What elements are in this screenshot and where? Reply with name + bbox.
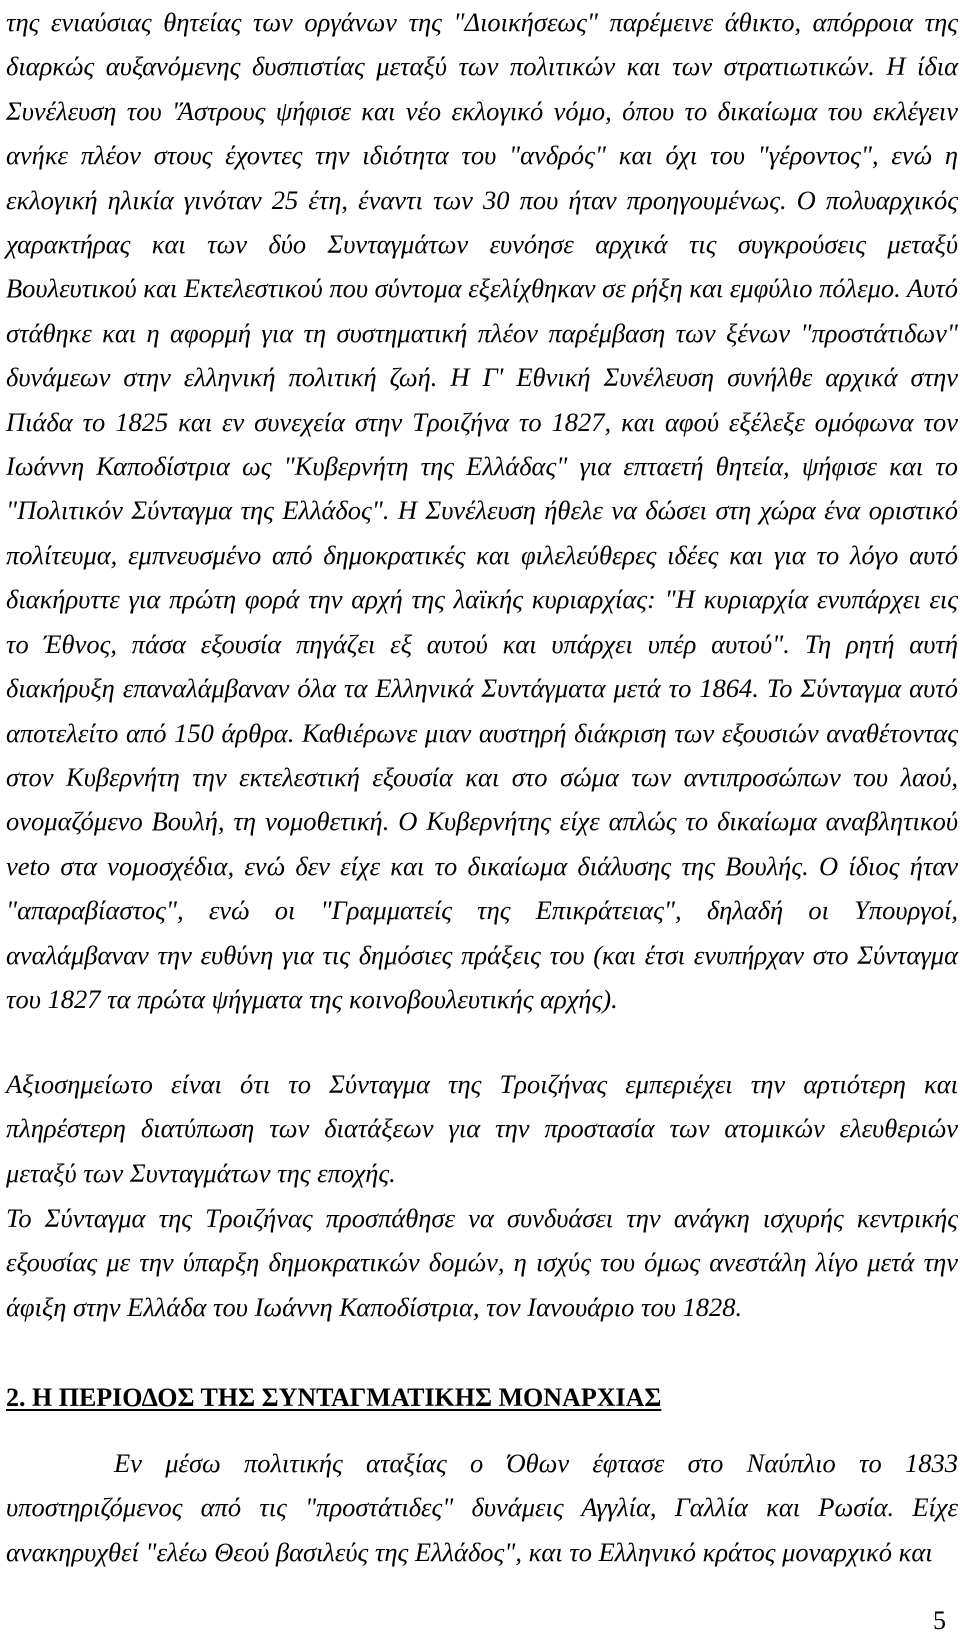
section-paragraph: Εν μέσω πολιτικής αταξίας ο Όθων έφτασε στο Ναύπλιο το 1833 υποστηριζόμενος από τις "προστάτιδες" δυνάμεις Αγγλία, Γαλλία και Ρωσία. Είχε ανακηρυχθεί "ελέω Θεού βασιλεύς της Ελλάδος", και το Ελληνικό κράτος μοναρχικό και xyxy=(6,1448,958,1567)
body-paragraph: Αξιοσημείωτο είναι ότι το Σύνταγμα της Τροιζήνας εμπεριέχει την αρτιότερη και πληρέστερη διατύπωση των διατάξεων για την προστασία των ατομικών ελευθεριών μεταξύ των Συνταγμάτων της εποχής. xyxy=(6,1069,958,1188)
body-paragraph: Το Σύνταγμα της Τροιζήνας προσπάθησε να συνδυάσει την ανάγκη ισχυρής κεντρικής εξουσίας με την ύπαρξη δημοκρατικών δομών, η ισχύς του όμως ανεστάλη λίγο μετά την άφιξη στην Ελλάδα του Ιωάννη Καποδίστρια, τον Ιανουάριο του 1828. xyxy=(6,1203,958,1322)
page-number: 5 xyxy=(933,1606,946,1635)
section-heading: 2. Η ΠΕΡΙΟΔΟΣ ΤΗΣ ΣΥΝΤΑΓΜΑΤΙΚΗΣ ΜΟΝΑΡΧΙΑΣ xyxy=(6,1383,662,1412)
body-paragraph: της ενιαύσιας θητείας των οργάνων της "Διοικήσεως" παρέμεινε άθικτο, απόρροια της διαρκώς αυξανόμενης δυσπιστίας μεταξύ των πολιτικών και των στρατιωτικών. Η ίδια Συνέλευση του 'Άστρους ψήφισε και νέο εκλογικό νόμο, όπου το δικαίωμα του εκλέγειν ανήκε πλέον στους έχοντες την ιδιότητα του "ανδρός" και όχι του "γέροντος", ενώ η εκλογική ηλικία γινόταν 25 έτη, έναντι των 30 που ήταν προηγουμένως. Ο πολυαρχικός χαρακτήρας και των δύο Συνταγμάτων ευνόησε αρχικά τις συγκρούσεις μεταξύ Βουλευτικού και Εκτελεστικού που σύντομα εξελίχθηκαν σε ρήξη και εμφύλιο πόλεμο. Αυτό στάθηκε και η αφορμή για τη συστηματική πλέον παρέμβαση των ξένων "προστάτιδων" δυνάμεων στην ελληνική πολιτική ζωή. Η Γ' Εθνική Συνέλευση συνήλθε αρχικά στην Πιάδα το 1825 και εν συνεχεία στην Τροιζήνα το 1827, και αφού εξέλεξε ομόφωνα τον Ιωάννη Καποδίστρια ως "Κυβερνήτη της Ελλάδας" για επταετή θητεία, ψήφισε και το "Πολιτικόν Σύνταγμα της Ελλάδος". Η Συνέλευση ήθελε να δώσει στη χώρα ένα οριστικό πολίτευμα, εμπνευσμένο από δημοκρατικές και φιλελεύθερες ιδέες και για το λόγο αυτό διακήρυττε για πρώτη φορά την αρχή της λαϊκής κυριαρχίας: "Η κυριαρχία ενυπάρχει εις το Έθνος, πάσα εξουσία πηγάζει εξ αυτού και υπάρχει υπέρ αυτού". Τη ρητή αυτή διακήρυξη επαναλάμβαναν όλα τα Ελληνικά Συντάγματα μετά το 1864. Το Σύνταγμα αυτό αποτελείτο από 150 άρθρα. Καθιέρωνε μιαν αυστηρή διάκριση των εξουσιών αναθέτοντας στον Κυβερνήτη την εκτελεστική εξουσία και στο σώμα των αντιπροσώπων του λαού, ονομαζόμενο Βουλή, τη νομοθετική. Ο Κυβερνήτης είχε απλώς το δικαίωμα αναβλητικού veto στα νομοσχέδια, ενώ δεν είχε και το δικαίωμα διάλυσης της Βουλής. Ο ίδιος ήταν "απαραβίαστος", ενώ οι "Γραμματείς της Επικράτειας", δηλαδή οι Υπουργοί, αναλάμβαναν την ευθύνη για τις δημόσιες πράξεις του (και έτσι ενυπήρχαν στο Σύνταγμα του 1827 τα πρώτα ψήγματα της κοινοβουλευτικής αρχής). xyxy=(6,7,958,1014)
